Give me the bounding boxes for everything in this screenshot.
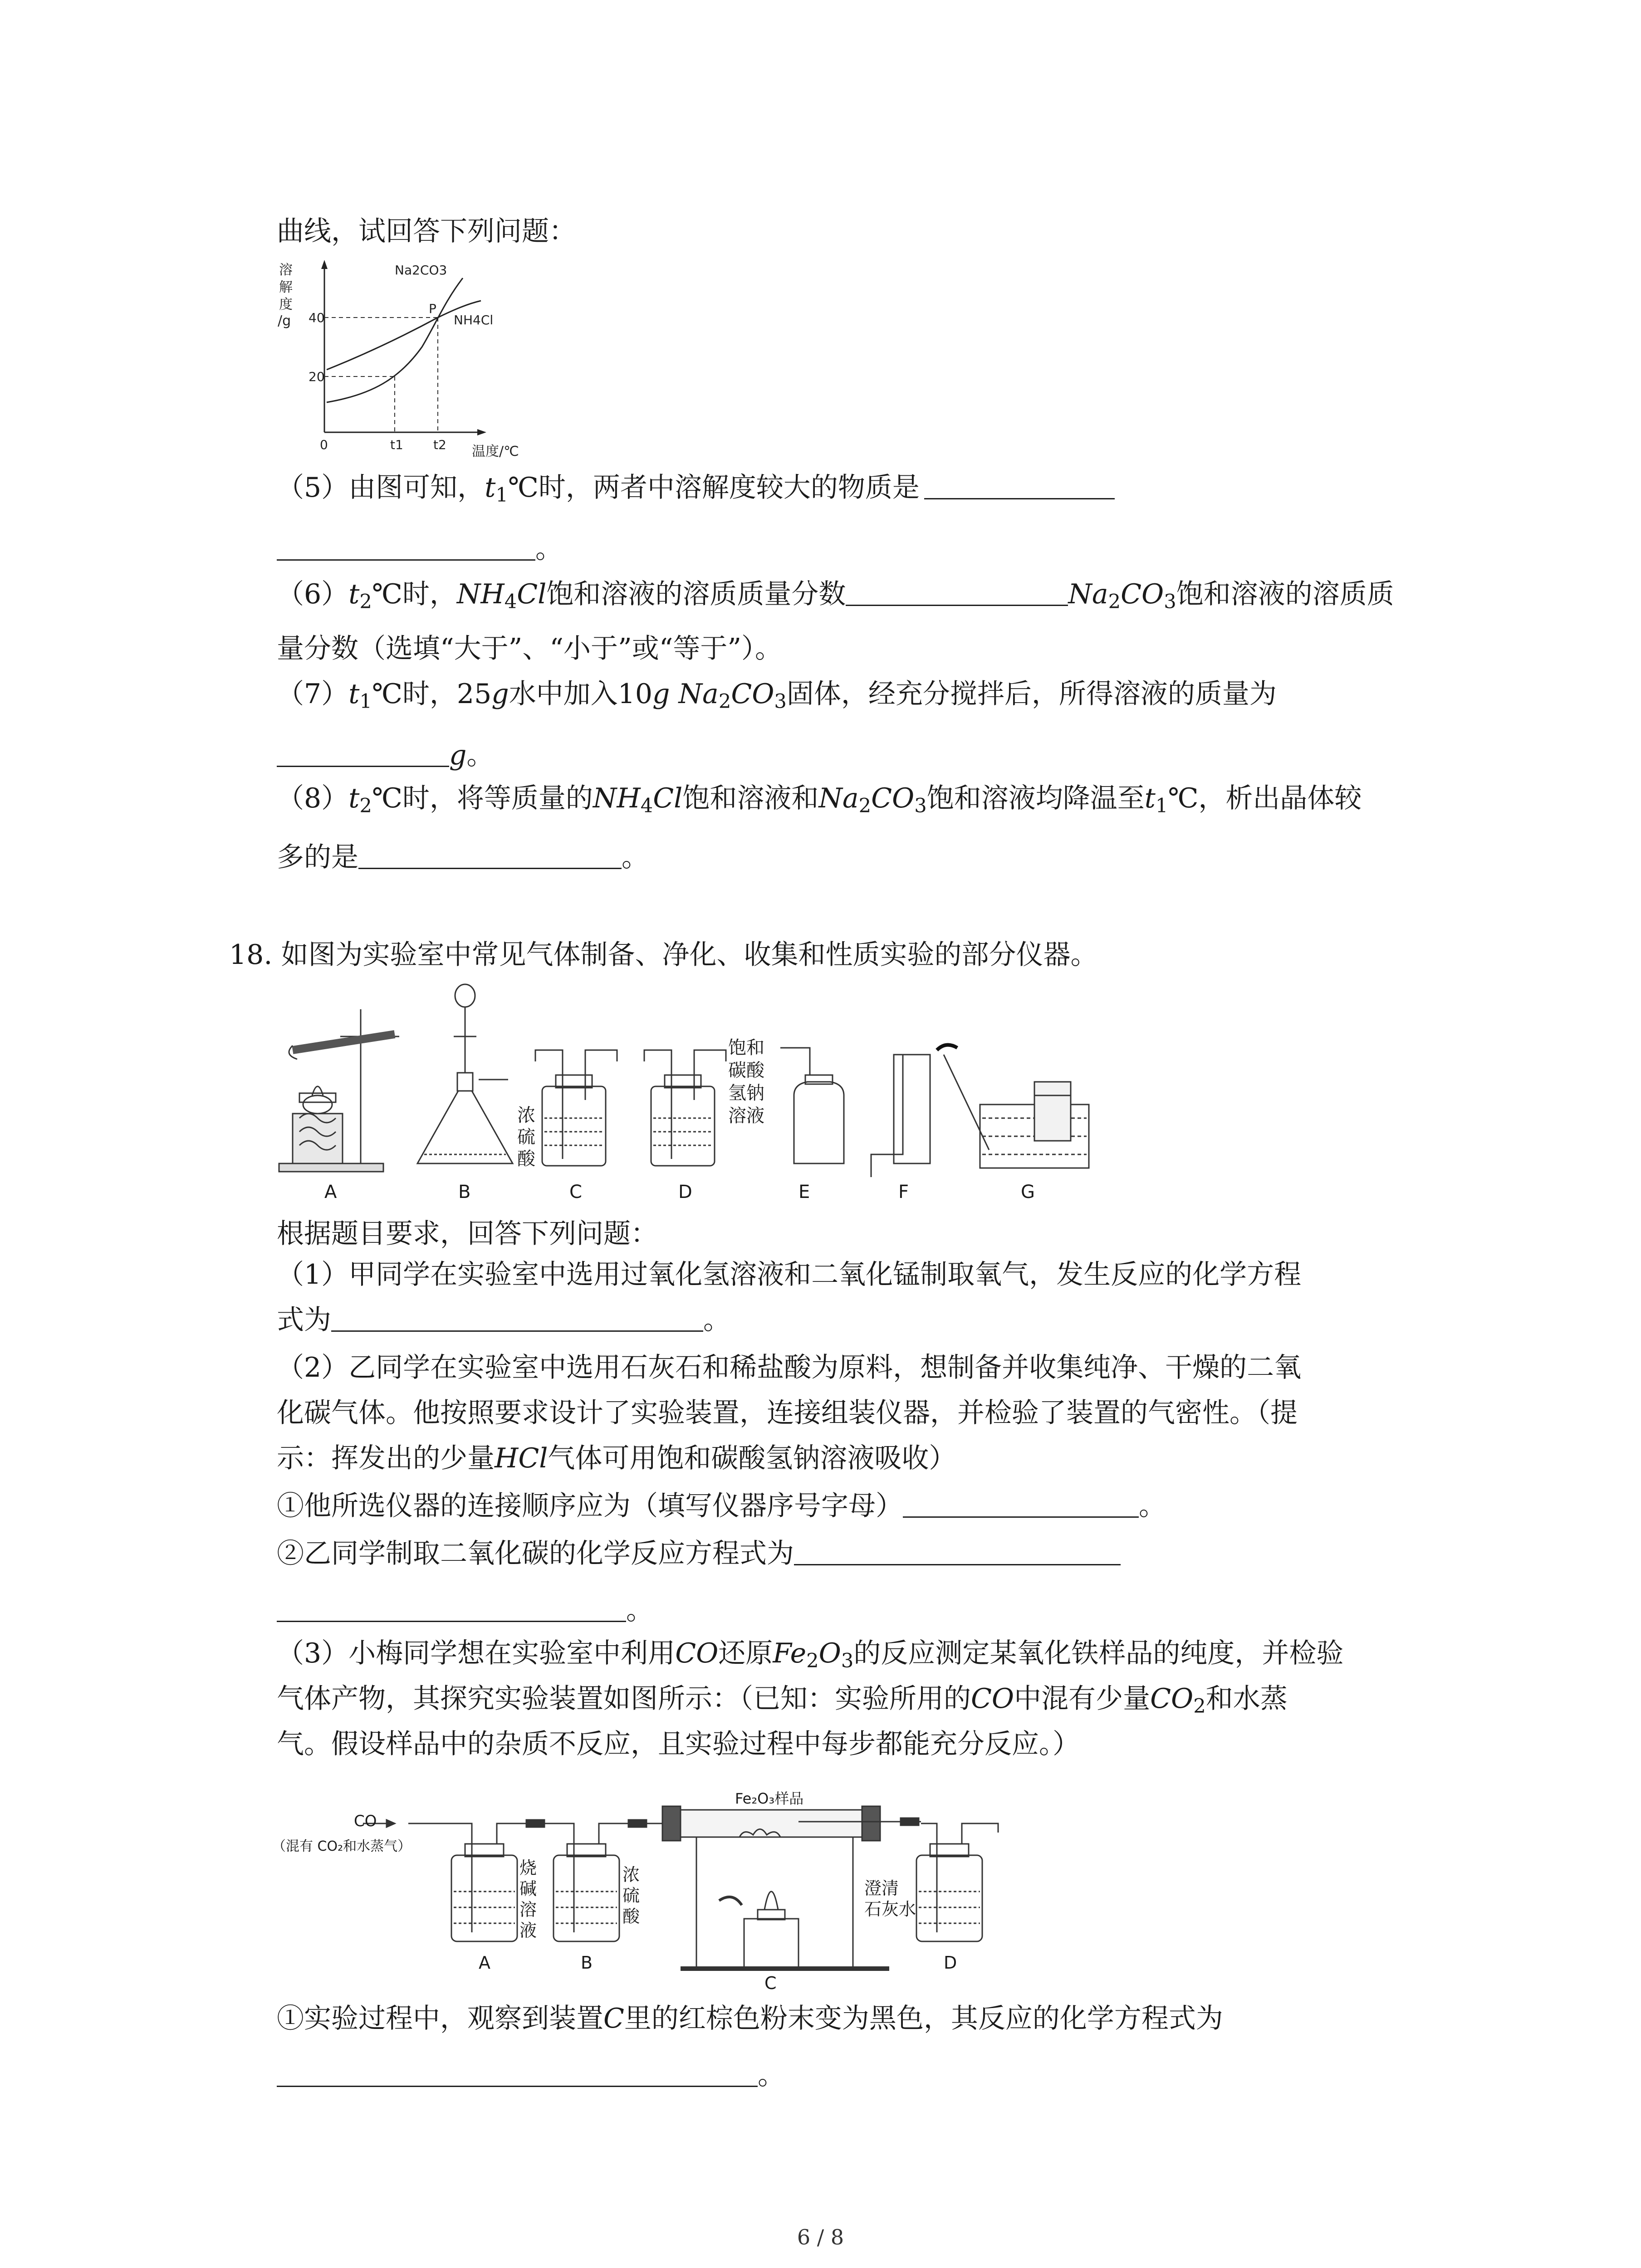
bottle-A-reagent: 烧 碱 溶 液 — [519, 1858, 537, 1941]
label-F: F — [898, 1182, 909, 1202]
y-tick-20: 20 — [309, 369, 325, 384]
intro-text: 曲线，试回答下列问题： — [277, 215, 576, 247]
q18-p3-line2: 气体产物，其探究实验装置如图所示：（已知：实验所用的CO中混有少量$CO_2$和水蒸 — [277, 1683, 1288, 1718]
q7-line2: g。 — [277, 737, 494, 773]
fig2-label-A: A — [479, 1953, 490, 1973]
apparatus-C — [535, 1050, 617, 1166]
x-axis-label: 温度/℃ — [472, 444, 519, 459]
apparatus-C-reagent: 浓 硫 酸 — [517, 1105, 535, 1169]
q18-p2-sub1: ①他所选仪器的连接顺序应为（填写仪器序号字母） 。 — [277, 1490, 1166, 1522]
fig2-label-B: B — [581, 1953, 593, 1973]
q8-line1: $(8)t_2℃$时，将等质量的$NH_4Cl$饱和溶液和$Na_2CO_3$饱和溶液均降温至$t_1℃$，析出晶体较 — [277, 782, 1362, 817]
q18-p3-equation-blank[interactable] — [277, 2058, 758, 2087]
label-B: B — [458, 1182, 471, 1202]
q7-answer-blank[interactable] — [277, 738, 449, 767]
q5-line2: 。 — [277, 531, 563, 567]
co-inlet-note: （混有 CO₂和水蒸气） — [272, 1838, 411, 1854]
bottle-B — [544, 1823, 662, 1941]
co-inlet-label: CO — [354, 1812, 377, 1830]
fig2-label-C: C — [764, 1973, 777, 1993]
y-label-2: 解 — [279, 279, 293, 295]
x-tick-0: 0 — [320, 437, 328, 452]
curve-label-nh4cl: NH4Cl — [454, 313, 494, 327]
label-G: G — [1021, 1182, 1035, 1202]
q18-p3-sub1: ①实验过程中，观察到装置C里的红棕色粉末变为黑色，其反应的化学方程式为 — [277, 2003, 1223, 2034]
label-E: E — [798, 1182, 810, 1202]
q6-answer-blank[interactable] — [846, 577, 1068, 606]
y-label-1: 溶 — [279, 262, 293, 278]
label-C: C — [569, 1182, 582, 1202]
apparatus-figure-1 — [272, 982, 1134, 1220]
apparatus-F — [871, 1055, 930, 1177]
q18-p3-sub1-cont: 。 — [277, 2057, 785, 2093]
curve-label-na2co3: Na2CO3 — [395, 263, 447, 278]
q5-answer-blank-2[interactable] — [277, 532, 535, 561]
q18-p2-order-blank[interactable] — [903, 1489, 1139, 1518]
y-label-4: /g — [278, 313, 291, 329]
q8-line2: 多的是 。 — [277, 841, 649, 873]
q18-p3-line1: （3）小梅同学想在实验室中利用CO还原$Fe_2O_3$的反应测定某氧化铁样品的纯度，并检验 — [277, 1637, 1344, 1672]
apparatus-B — [417, 984, 513, 1163]
q18-lead: 根据题目要求，回答下列问题： — [277, 1218, 658, 1250]
q18-p1-line2: 式为 。 — [277, 1304, 730, 1336]
q5-line1: （5）由图可知，$t_1℃$时，两者中溶解度较大的物质是 — [277, 469, 1115, 506]
page-number: 6 / 8 — [797, 2225, 844, 2249]
y-tick-40: 40 — [309, 310, 325, 325]
bottle-D-reagent: 澄清 石灰水 — [864, 1878, 916, 1919]
q6-line2: 量分数（选填“大于”、“小于”或“等于”）。 — [277, 633, 783, 665]
q7-line1: $(7)t_1℃$时，25g水中加入10g $Na_2CO_3$固体，经充分搅拌后，所得溶液的质量为 — [277, 678, 1277, 713]
q18-p1-line1: （1）甲同学在实验室中选用过氧化氢溶液和二氧化锰制取氧气，发生反应的化学方程 — [277, 1259, 1302, 1290]
q18-p2-equation-blank-2[interactable] — [277, 1593, 626, 1622]
q18-stem: 18. 如图为实验室中常见气体制备、净化、收集和性质实验的部分仪器。 — [229, 939, 1098, 971]
apparatus-E — [780, 1048, 844, 1163]
solubility-graph — [272, 256, 544, 462]
q8-answer-blank[interactable] — [358, 841, 622, 869]
q18-p2-line1: （2）乙同学在实验室中选用石灰石和稀盐酸为原料，想制备并收集纯净、干燥的二氧 — [277, 1352, 1302, 1383]
label-D: D — [678, 1182, 692, 1202]
x-tick-t2: t2 — [433, 437, 446, 452]
apparatus-D-reagent: 饱和 碳酸 氢钠 溶液 — [728, 1037, 764, 1126]
apparatus-figure-2 — [272, 1778, 1021, 1993]
apparatus-D — [644, 1050, 726, 1166]
q18-p1-blank[interactable] — [331, 1303, 703, 1332]
q5-answer-blank[interactable] — [924, 471, 1115, 499]
x-tick-t1: t1 — [390, 437, 403, 452]
q18-p2-line3: 示：挥发出的少量HCl气体可用饱和碳酸氢钠溶液吸收） — [277, 1442, 956, 1474]
q18-p2-sub2: ②乙同学制取二氧化碳的化学反应方程式为 — [277, 1535, 1121, 1572]
sample-label: Fe₂O₃样品 — [735, 1790, 804, 1807]
q6-line1: $(6)t_2℃$时，$NH_4Cl$饱和溶液的溶质质量分数 $Na_2CO_3$饱和溶液的溶质质 — [277, 578, 1394, 613]
q18-p3-line3: 气。假设样品中的杂质不反应，且实验过程中每步都能充分反应。） — [277, 1728, 1080, 1760]
nh4cl-curve — [327, 301, 481, 370]
q18-p2-equation-blank[interactable] — [794, 1537, 1121, 1565]
point-label: P — [429, 301, 436, 316]
bottle-B-reagent: 浓 硫 酸 — [622, 1865, 640, 1926]
apparatus-G — [937, 1045, 1089, 1168]
q18-p2-sub2-cont: 。 — [277, 1592, 653, 1628]
graph-y-label — [278, 262, 293, 329]
y-label-3: 度 — [279, 297, 293, 313]
bottle-D — [916, 1823, 998, 1941]
fig2-label-D: D — [944, 1953, 957, 1973]
label-A: A — [324, 1182, 337, 1202]
apparatus-A — [279, 1009, 399, 1172]
q18-p2-line2: 化碳气体。他按照要求设计了实验装置，连接组装仪器，并检验了装置的气密性。（提 — [277, 1397, 1298, 1429]
